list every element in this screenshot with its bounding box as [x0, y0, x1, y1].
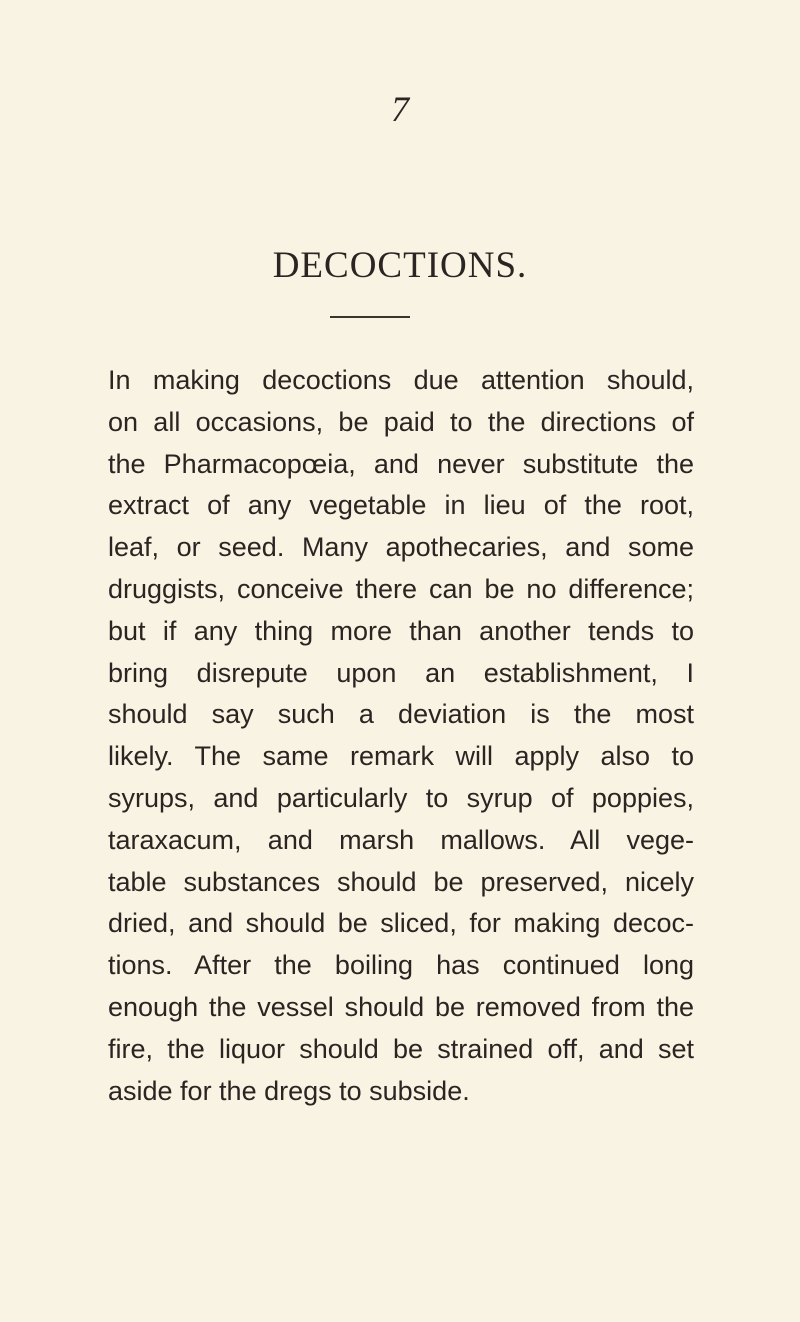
title-rule	[330, 316, 410, 318]
text-line: likely. The same remark will apply also to	[108, 741, 694, 772]
text-line: syrups, and particularly to syrup of poppies,	[108, 782, 694, 813]
text-line: should say such a deviation is the most	[108, 699, 694, 730]
text-line: enough the vessel should be removed from the	[108, 991, 694, 1022]
text-line: but if any thing more than another tends to	[108, 615, 694, 646]
text-line: fire, the liquor should be strained off, and set	[108, 1033, 694, 1064]
text-line: bring disrepute upon an establishment, I	[108, 657, 694, 688]
page-number: 7	[391, 89, 409, 129]
text-line: In making decoctions due attention should,	[108, 365, 694, 395]
body-text	[108, 360, 694, 1112]
text-line: taraxacum, and marsh mallows. All vege-	[108, 824, 694, 855]
text-line: leaf, or seed. Many apothecaries, and some	[108, 532, 694, 563]
text-line: on all occasions, be paid to the directions of	[108, 406, 694, 437]
page-title: DECOCTIONS.	[272, 245, 528, 286]
text-line: table substances should be preserved, nicely	[108, 866, 694, 897]
text-line: tions. After the boiling has continued long	[108, 950, 694, 981]
text-line: aside for the dregs to subside.	[108, 1075, 470, 1106]
text-line: dried, and should be sliced, for making decoc-	[108, 908, 694, 939]
text-line: the Pharmacopœia, and never substitute the	[108, 448, 694, 479]
text-line: druggists, conceive there can be no difference;	[108, 573, 694, 604]
text-line: extract of any vegetable in lieu of the root,	[108, 490, 694, 521]
